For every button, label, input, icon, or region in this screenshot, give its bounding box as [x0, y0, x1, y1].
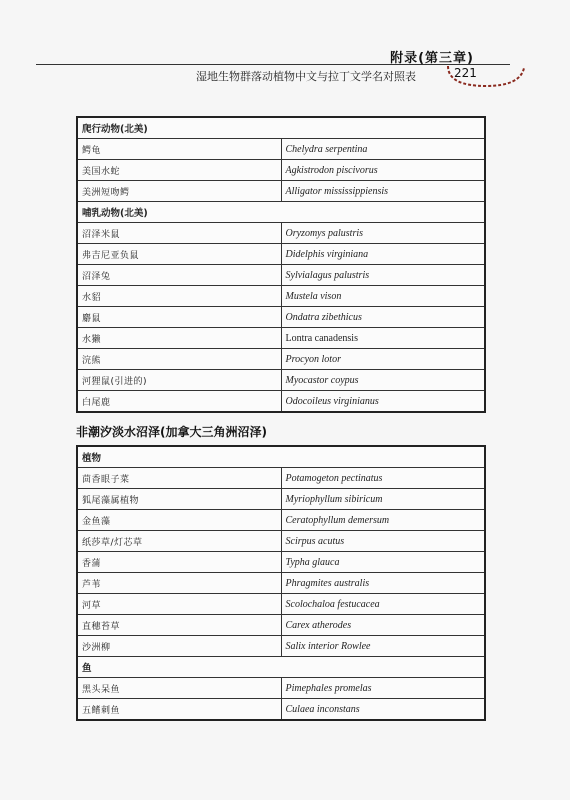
species-table-north-america: [76, 116, 486, 413]
page-number: 221: [454, 66, 477, 80]
table-row: [77, 510, 485, 531]
chinese-name-cell: 沼泽兔: [77, 265, 281, 286]
group-title: 植物: [77, 446, 485, 468]
table-row: [77, 531, 485, 552]
group-header-row: [77, 117, 485, 139]
latin-name-cell: Lontra canadensis: [281, 328, 485, 349]
table-row: [77, 139, 485, 160]
group-header-row: [77, 202, 485, 223]
table-row: [77, 391, 485, 413]
running-title: 湿地生物群落动植物中文与拉丁文学名对照表: [196, 70, 416, 83]
chinese-name-cell: 芦苇: [77, 573, 281, 594]
latin-name-cell: Ceratophyllum demersum: [281, 510, 485, 531]
table-row: [77, 265, 485, 286]
latin-name-cell: Myocastor coypus: [281, 370, 485, 391]
latin-name-cell: Scolochaloa festucacea: [281, 594, 485, 615]
latin-name-cell: Procyon lotor: [281, 349, 485, 370]
chinese-name-cell: 弗吉尼亚负鼠: [77, 244, 281, 265]
table-row: [77, 349, 485, 370]
chinese-name-cell: 沼泽米鼠: [77, 223, 281, 244]
table-row: [77, 552, 485, 573]
latin-name-cell: Pimephales promelas: [281, 678, 485, 699]
chinese-name-cell: 直穗苔草: [77, 615, 281, 636]
table-row: [77, 307, 485, 328]
latin-name-cell: Ondatra zibethicus: [281, 307, 485, 328]
table-row: [77, 636, 485, 657]
chinese-name-cell: 美洲短吻鳄: [77, 181, 281, 202]
group-title: 爬行动物(北美): [77, 117, 485, 139]
latin-name-cell: Culaea inconstans: [281, 699, 485, 721]
chapter-heading: 附录(第三章): [390, 51, 474, 66]
chinese-name-cell: 纸莎草/灯芯草: [77, 531, 281, 552]
latin-name-cell: Chelydra serpentina: [281, 139, 485, 160]
chinese-name-cell: 美国水蛇: [77, 160, 281, 181]
chinese-name-cell: 五鳍刺鱼: [77, 699, 281, 721]
table-row: [77, 678, 485, 699]
latin-name-cell: Alligator mississippiensis: [281, 181, 485, 202]
latin-name-cell: Typha glauca: [281, 552, 485, 573]
group-header-row: [77, 446, 485, 468]
latin-name-cell: Potamogeton pectinatus: [281, 468, 485, 489]
chinese-name-cell: 茴香眼子菜: [77, 468, 281, 489]
chinese-name-cell: 狐尾藻属植物: [77, 489, 281, 510]
chinese-name-cell: 麝鼠: [77, 307, 281, 328]
latin-name-cell: Sylvialagus palustris: [281, 265, 485, 286]
latin-name-cell: Mustela vison: [281, 286, 485, 307]
latin-name-cell: Salix interior Rowlee: [281, 636, 485, 657]
latin-name-cell: Didelphis virginiana: [281, 244, 485, 265]
latin-name-cell: Agkistrodon piscivorus: [281, 160, 485, 181]
table-row: [77, 594, 485, 615]
table-row: [77, 244, 485, 265]
latin-name-cell: Oryzomys palustris: [281, 223, 485, 244]
table-row: [77, 286, 485, 307]
group-header-row: [77, 657, 485, 678]
chinese-name-cell: 白尾鹿: [77, 391, 281, 413]
table-row: [77, 370, 485, 391]
chinese-name-cell: 鳄龟: [77, 139, 281, 160]
chinese-name-cell: 水獭: [77, 328, 281, 349]
header-rule: [36, 64, 510, 65]
table-row: [77, 181, 485, 202]
chinese-name-cell: 金鱼藻: [77, 510, 281, 531]
chinese-name-cell: 沙洲柳: [77, 636, 281, 657]
table-row: [77, 489, 485, 510]
latin-name-cell: Odocoileus virginianus: [281, 391, 485, 413]
group-title: 鱼: [77, 657, 485, 678]
table-row: [77, 223, 485, 244]
table-row: [77, 328, 485, 349]
chinese-name-cell: 浣熊: [77, 349, 281, 370]
species-table-delta-marsh: [76, 445, 486, 721]
table-row: [77, 699, 485, 721]
section-title: 非潮汐淡水沼泽(加拿大三角洲沼泽): [76, 425, 267, 439]
group-title: 哺乳动物(北美): [77, 202, 485, 223]
chinese-name-cell: 河狸鼠(引进的): [77, 370, 281, 391]
chinese-name-cell: 水貂: [77, 286, 281, 307]
latin-name-cell: Carex atherodes: [281, 615, 485, 636]
table-row: [77, 615, 485, 636]
latin-name-cell: Phragmites australis: [281, 573, 485, 594]
table-row: [77, 160, 485, 181]
latin-name-cell: Myriophyllum sibiricum: [281, 489, 485, 510]
table-row: [77, 468, 485, 489]
latin-name-cell: Scirpus acutus: [281, 531, 485, 552]
chinese-name-cell: 河草: [77, 594, 281, 615]
table-row: [77, 573, 485, 594]
chinese-name-cell: 黑头呆鱼: [77, 678, 281, 699]
chinese-name-cell: 香蒲: [77, 552, 281, 573]
